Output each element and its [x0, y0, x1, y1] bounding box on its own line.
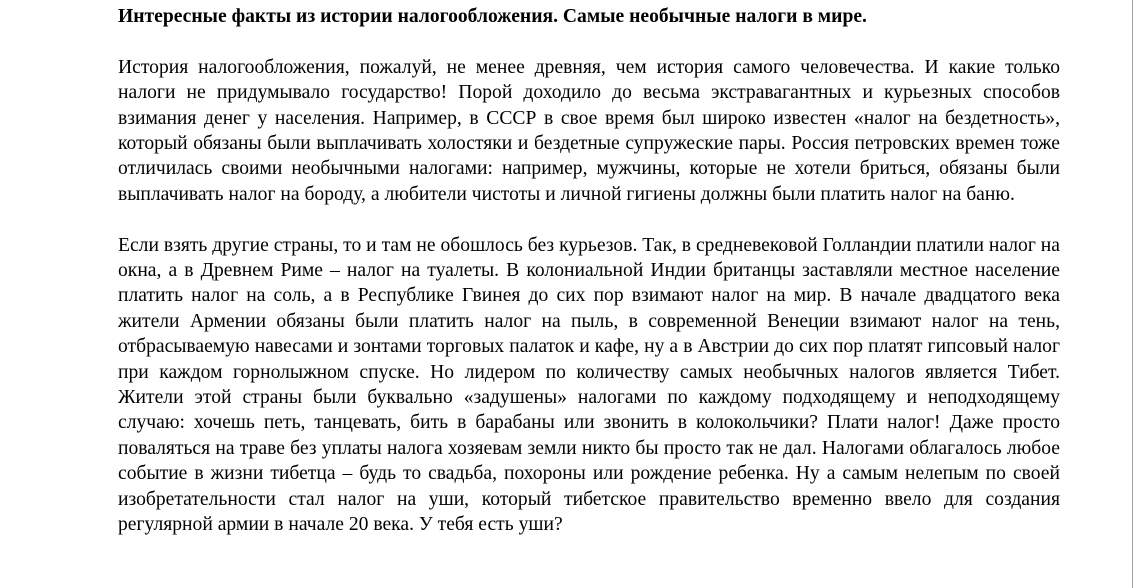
- paragraph-spacer: [118, 207, 1060, 232]
- paragraph-spacer: [118, 29, 1060, 54]
- document-body: [118, 4, 1060, 538]
- paragraph-other-countries: Если взять другие страны, то и там не обошлось без курьезов. Так, в средневековой Голландии платили налог на окна, а в Древнем Риме – налог на туалеты. В колониальной Индии британцы заставляли местное население платить налог на соль, а в Республике Гвинея до сих пор взимают налог на мир. В начале двадцатого века жители Армении обязаны были платить налог на пыль, в современной Венеции взимают налог на тень, отбрасываемую навесами и зонтами торговых палаток и кафе, ну а в Австрии до сих пор платят гипсовый налог при каждом горнолыжном спуске. Но лидером по количеству самых необычных налогов является Тибет. Жители этой страны были буквально «задушены» налогами по каждому подходящему и неподходящему случаю: хочешь петь, танцевать, бить в барабаны или звонить в колокольчики? Плати налог! Даже просто поваляться на траве без уплаты налога хозяевам земли никто бы просто так не дал. Налогами облагалось любое событие в жизни тибетца – будь то свадьба, похороны или рождение ребенка. Ну а самым нелепым по своей изобретательности стал налог на уши, который тибетское правительство временно ввело для создания регулярной армии в начале 20 века. У тебя есть уши?: [118, 234, 1060, 536]
- page-edge-divider: [1132, 0, 1133, 588]
- paragraph-history: История налогообложения, пожалуй, не менее древняя, чем история самого человечества. И какие только налоги не придумывало государство! Порой доходило до весьма экстравагантных и курьезных способов взимания денег у населения. Например, в СССР в свое время был широко известен «налог на бездетность», который обязаны были выплачивать холостяки и бездетные супружеские пары. Россия петровских времен тоже отличилась своими необычными налогами: например, мужчины, которые не хотели бриться, обязаны были выплачивать налог на бороду, а любители чистоты и личной гигиены должны были платить налог на баню.: [118, 56, 1060, 205]
- document-title: Интересные факты из истории налогообложения. Самые необычные налоги в мире.: [118, 6, 867, 27]
